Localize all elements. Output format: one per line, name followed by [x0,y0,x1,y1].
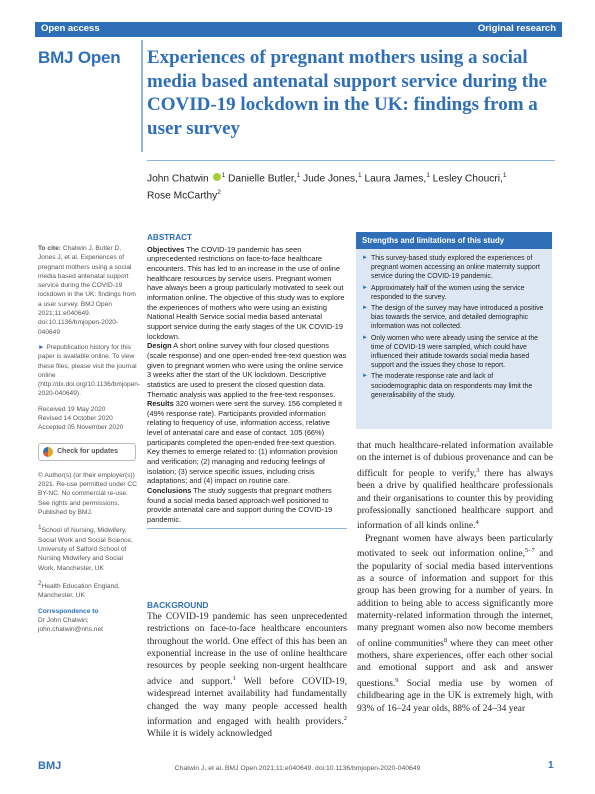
abstract-divider [147,528,347,529]
abstract-heading: ABSTRACT [147,233,193,242]
author-name[interactable]: Rose McCarthy [147,190,218,202]
abstract [147,233,347,529]
article-info-sidebar [38,244,141,634]
affiliation-sup: 1 [38,524,42,532]
body-text: that much healthcare-related information available on the internet is of dubious provenance and can be difficult for people to verify, [357,441,553,479]
author-name[interactable]: Lesley Choucri, [432,173,503,185]
article-title: Experiences of pregnant mothers using a social media based antenatal support service during the COVID-19 lockdown in the UK: findings from a user survey [147,47,548,139]
abstract-design [147,341,347,399]
abstract-results [147,399,347,486]
results-label: Results [147,399,174,409]
design-text: A short online survey with four closed questions (scale response) and one open-ended free-text question was given to pregnant women who were using the online service 3 weeks after the start of the UK lockdown. Descriptive statistics are used to present the closed question data. Thematic analysis was applied to the free-text responses. [147,341,347,399]
open-access-banner [35,22,562,37]
affiliation-2 [38,579,138,601]
objectives-text: The COVID-19 pandemic has seen unprecedented restrictions on face-to-face healthcare encounters. This has led to an increase in the use of online healthcare resources by service users. Pregnant women have always been a group particularly motivated to seek out information online. The objective of this study was to explore the experiences of mothers who were using an existing National Health Service social media based antenatal support service during the early stages of the UK COVID-19 lockdown. [147,244,345,341]
body-text: Social media use by women of childbearing age in the UK is extremely high, with 93% of 16–24 year olds, 88% of 24–34 year [357,678,553,714]
correspondence-heading: Correspondence to [38,607,99,615]
prepub-note [38,343,141,399]
page-number: 1 [548,760,554,771]
background-para: While it is widely acknowledged [147,729,273,740]
strengths-limitations-box [356,232,552,429]
list-item: ► The design of the survey may have introduced a positive bias towards the service, and detailed demographic information was not collected. [362,304,546,332]
reference-sup[interactable]: 2 [343,714,347,722]
body-right-column [357,440,553,715]
check-for-updates-label: Check for updates [57,447,119,455]
accepted-date: Accepted 05 November 2020 [38,424,124,432]
reference-sup[interactable]: 8 [443,636,448,644]
affiliation-text: School of Nursing, Midwifery, Social Work and Social Science, University of Salford School of Nursing Midwifery and Social Work, Manchester, UK [38,527,133,572]
conclusions-label: Conclusions [147,486,192,496]
background-heading: BACKGROUND [147,600,209,610]
reference-sup[interactable]: 1 [232,674,236,682]
list-item: ► Only women who were already using the service at the time of COVID-19 were sampled, which could have influenced their attitude towards social media based support and the issues they chose to report. [362,334,546,371]
body-text: where they can meet other mothers, share experiences, offer each other social and emotional support and ask and answer questions. [357,638,553,689]
strengths-list [356,249,552,400]
footer-citation: Chatwin J, et al. BMJ Open 2021;11:e040649. doi:10.1136/bmjopen-2020-040649 [174,765,421,772]
body-text: and the popularity of social media based interventions as a source of information and support for this group has been growing for a number of years. In addition to being able to access significantly more maternity-related information through the internet, many pregnant women also now become members of online communities [357,549,554,649]
check-for-updates-button[interactable] [38,443,136,461]
objectives-label: Objectives [147,244,185,254]
arrow-right-icon: ► [38,343,45,351]
list-item: ► The moderate response rate and lack of sociodemographic data on respondents may limit the generalisability of the study. [362,372,546,400]
bmj-footer-logo: BMJ [38,760,62,772]
revised-date: Revised 14 October 2020 [38,415,113,423]
author-affiliation-sup: 1 [296,172,301,179]
received-date: Received 19 May 2020 [38,405,106,413]
background-para: The COVID-19 pandemic has seen unprecedented restrictions on face-to-face healthcare encounters throughout the world. One effect of this has been an exponential increase in the use of online healthcare resources by people seeking non-urgent healthcare advice and support. [147,612,347,687]
author-affiliation-sup: 1 [426,172,430,179]
author-affiliation-sup: 1 [221,172,226,179]
author-affiliation-sup: 1 [357,172,362,179]
reference-sup[interactable]: 4 [475,519,479,527]
author-affiliation-sup: 2 [217,188,221,196]
correspondence-name: Dr John Chatwin; [38,616,89,624]
open-access-label: Open access [41,23,100,34]
strengths-heading: Strengths and limitations of this study [356,232,552,249]
citation-block [38,244,138,337]
article-type-label: Original research [477,23,556,34]
reference-sup[interactable]: 9 [395,676,399,684]
affiliation-sup: 2 [38,579,42,587]
background-para: Well before COVID-19, widespread internet availability had fundamentally changed the way many people accessed health information and engaged with health providers. [147,676,347,728]
reference-sup[interactable]: 5–7 [525,547,535,555]
author-affiliation-sup: 1 [502,172,507,179]
article-dates [38,405,138,433]
cite-text: Chatwin J, Butler D, Jones J, et al. Experiences of pregnant mothers using a social media based antenatal support service during the COVID-19 lockdown in the UK: findings from a user survey. BMJ Open 2021;11:e040649. doi:10.1136/bmjopen-2020-040649 [38,245,136,336]
body-paragraph [357,440,553,533]
authors-divider [147,160,555,161]
correspondence-email[interactable]: john.chatwin@nhs.net [38,626,103,634]
body-paragraph [357,533,553,715]
prepub-text[interactable]: Prepublication history for this paper is available online. To view these files, please visit the journal online (http://dx.doi.org/10.1136/bmjopen-2020-040649). [38,343,141,398]
check-for-updates-icon [43,447,53,457]
author-name[interactable]: Laura James, [364,173,427,185]
body-text: there has always been a drive by qualified healthcare professionals and their organisations to counter this by providing professionally sanctioned healthcare support and information of all kinds online. [357,468,553,532]
reference-sup[interactable]: 3 [476,466,480,474]
list-item: ► This survey-based study explored the experiences of pregnant women accessing an online maternity support service during the COVID-19 pandemic. [362,254,546,282]
orcid-icon[interactable] [213,173,221,181]
conclusions-text: The study suggests that pregnant mothers found a social media based approach well positioned to provide antenatal care and support during the COVID-19 pandemic. [147,486,333,525]
author-name[interactable]: Jude Jones, [303,173,358,185]
copyright-notice: © Author(s) (or their employer(s)) 2021. Re-use permitted under CC BY-NC. No commercial re-use. See rights and permissions. Published by BMJ. [38,471,137,516]
journal-logo: BMJ Open [38,48,121,67]
abstract-conclusions [147,486,347,525]
author-list [147,169,547,203]
results-text: 320 women were sent the survey. 156 completed it (49% response rate). Participants provided information relating to frequency of use, information access, relative level of antenatal care and ease of contact. 105 (66%) participants completed the open-ended free-text question. Key themes to emerge related to: (1) information provision and verification; (2) managing and reducing feelings of isolation; (3) service specific issues, including crisis adaptations; and (4) impact on routine care. [147,399,343,486]
affiliation-text: Health Education England, Manchester, UK [38,582,120,600]
cite-label: To cite: [38,245,61,252]
design-label: Design [147,341,172,351]
author-name[interactable]: Danielle Butler, [228,173,297,185]
body-text: Pregnant women have always been particularly motivated to seek out information online, [357,533,553,560]
background-text [147,611,347,741]
author-name[interactable]: John Chatwin [147,173,209,185]
list-item: ► Approximately half of the women using the service responded to the survey. [362,284,546,302]
affiliation-1 [38,523,138,573]
abstract-objectives [147,245,347,342]
title-divider [141,40,143,152]
